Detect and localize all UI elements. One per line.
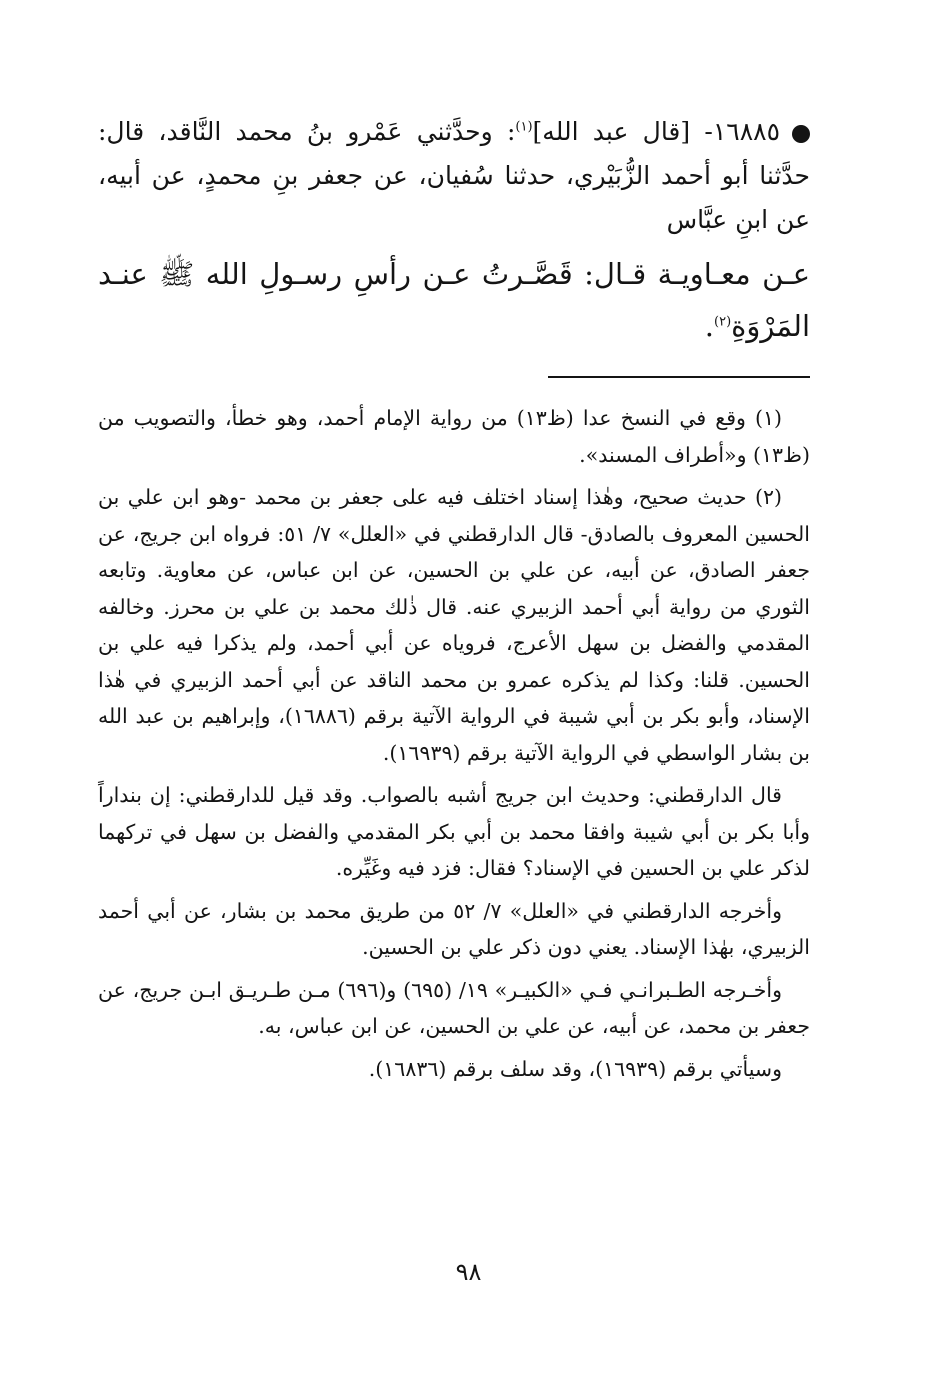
footnote-2-paragraph: وأخرجه الدارقطني في «العلل» ٧/ ٥٢ من طريق محمد بن بشار، عن أبي أحمد الزبيري، بهٰذا الإسناد. يعني دون ذكر علي بن الحسين. [98, 898, 810, 959]
footnote-2-paragraph: وأخـرجه الطـبرانـي فـي «الكبيـر» ١٩/ (٦٩٥) و(٦٩٦) مـن طـريـق ابـن جريج، عن جعفر بن محمد، عن أبيه، عن علي بن الحسين، عن ابن عباس، به. [98, 977, 810, 1038]
footnote-ref-2[interactable]: (٢) [714, 314, 732, 330]
hadith-matn [98, 248, 810, 352]
matn-end: . [704, 309, 714, 343]
hadith-number: ١٦٨٨٥- [قال عبد الله] [532, 117, 780, 146]
bullet-icon [792, 125, 810, 143]
footnote-2-paragraph: وسيأتي برقم (١٦٩٣٩)، وقد سلف برقم (١٦٨٣٦). [368, 1056, 782, 1081]
hadith-isnad [98, 110, 810, 242]
footnote-1: (١) وقع في النسخ عدا (ظ١٣) من رواية الإمام أحمد، وهو خطأ، والتصويب من (ظ١٣) و«أطراف المسند». [98, 406, 810, 467]
footnote-ref-1[interactable]: (١) [515, 119, 533, 135]
page-number: ٩٨ [455, 1258, 482, 1286]
page-body [98, 110, 810, 1093]
matn-text: عـن معـاويـة قـال: قَصَّـرتُ عـن رأسِ رسـولِ الله ﷺ عنـد المَرْوَةِ [98, 257, 810, 343]
footnote-2: (٢) حديث صحيح، وهٰذا إسناد اختلف فيه على جعفر بن محمد -وهو ابن علي بن الحسين المعروف بالصادق- قال الدارقطني في «العلل» ٧/ ٥١: فرواه ابن جريج، عن جعفر الصادق، عن أبيه، عن علي بن الحسين، عن ابن عباس، عن معاوية. وتابعه الثوري من رواية أبي أحمد الزبيري عنه. قال ذٰلك محمد بن علي بن محرز. وخالفه المقدمي والفضل بن سهل الأعرج، فروياه عن أبي أحمد، ولم يذكرا فيه علي بن الحسين. قلنا: وكذا لم يذكره عمرو بن محمد الناقد عن أبي أحمد الزبيري في هٰذا الإسناد، وأبو بكر بن أبي شيبة في الرواية الآتية برقم (١٦٨٨٦)، وإبراهيم بن عبد الله بن بشار الواسطي في الرواية الآتية برقم (١٦٩٣٩). [98, 485, 810, 765]
footnote-2-paragraph: قال الدارقطني: وحديث ابن جريج أشبه بالصواب. وقد قيل للدارقطني: إن بنداراً وأبا بكر بن أبي شيبة وافقا محمد بن أبي بكر المقدمي والفضل بن سهل في تركهما لذكر علي بن الحسين في الإسناد؟ فقال: فزد فيه وغَيِّره. [98, 783, 810, 880]
footnote-divider [548, 376, 810, 378]
isnad-text: : وحدَّثني عَمْرو بنُ محمد النَّاقد، قال: حدَّثنا أبو أحمد الزُّبَيْري، حدثنا سُفيان، عن جعفر بنِ محمدٍ، عن أبيه، عن ابنِ عبَّاس [98, 117, 810, 234]
